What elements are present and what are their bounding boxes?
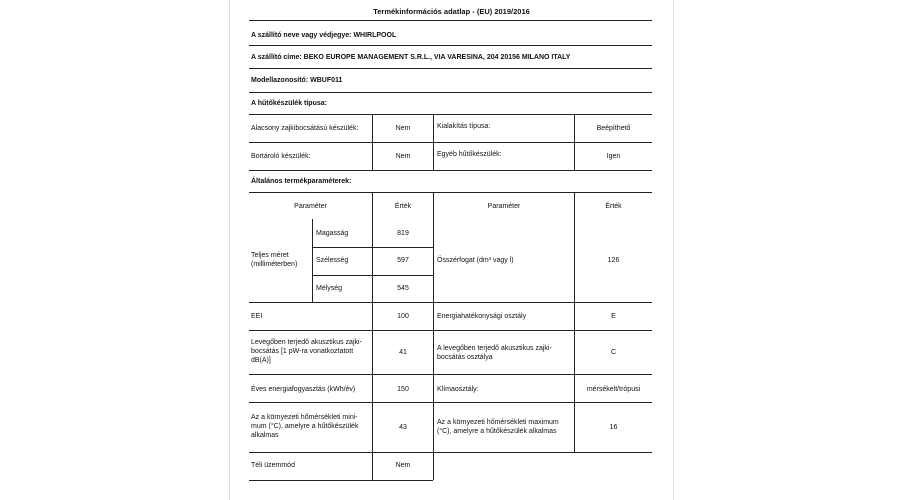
divider: [249, 45, 652, 46]
divider: [249, 92, 652, 93]
type-heading: A hűtőkészülék típusa:: [251, 100, 327, 107]
page-title: Termékinformációs adatlap - (EU) 2019/2016: [373, 7, 530, 16]
supplier-address: A szállító címe: BEKO EUROPE MANAGEMENT S.R.L., VIA VARESINA, 204 20156 MILANO ITALY: [251, 54, 571, 61]
datasheet-page: [229, 0, 674, 500]
param-value: 100: [397, 313, 409, 320]
type-row-label: Bortároló készülék:: [251, 153, 311, 160]
total-volume-label: Összérfogat (dm³ vagy l): [437, 257, 514, 264]
dimension-label: Magasság: [316, 230, 349, 237]
param-label: Levegőben terjedő akusztikus zajki-bocsátás [1 pW-ra vonatkoztatott dB(A)]: [251, 339, 362, 364]
type-row-value: Beépíthető: [596, 125, 631, 132]
type-row-label: Kialakítás típusa:: [437, 123, 491, 130]
dimension-label: Mélység: [316, 285, 343, 292]
param-value: mérsékelt/trópusi: [586, 386, 641, 393]
dimension-value: 597: [397, 257, 409, 264]
total-volume-value: 126: [607, 257, 620, 264]
param-value: 16: [609, 424, 618, 431]
type-row-value: Igen: [606, 153, 621, 160]
type-row-label: Alacsony zajkibocsátású készülék:: [251, 125, 359, 132]
divider: [249, 68, 652, 69]
dimension-value: 819: [397, 230, 409, 237]
dimension-label: Szélesség: [316, 257, 349, 264]
type-row-label: Egyéb hűtőkészülék:: [437, 151, 502, 158]
type-row-value: Nem: [395, 125, 411, 132]
type-row-value: Nem: [395, 153, 411, 160]
param-label: Energiahatékonysági osztály: [437, 313, 527, 320]
column-header: Paraméter: [487, 203, 521, 210]
param-value: 150: [397, 386, 409, 393]
param-label: A levegőben terjedő akusztikus zajki-bocsátás osztálya: [437, 345, 552, 361]
param-value: E: [611, 313, 616, 320]
param-value: 43: [399, 424, 407, 431]
column-header: Érték: [605, 203, 622, 210]
param-label: Téli üzemmód: [251, 462, 295, 469]
param-label: Éves energiafogyasztás (kWh/év): [251, 386, 356, 393]
param-value: Nem: [395, 462, 411, 469]
supplier-name: A szállító neve vagy védjegye: WHIRLPOOL: [251, 32, 397, 39]
general-heading: Általános termékparaméterek:: [251, 178, 352, 185]
model-identifier: Modellazonosító: WBUF011: [251, 77, 343, 84]
param-value: C: [610, 349, 617, 356]
dimensions-label: Teljes méret (milliméterben): [251, 252, 298, 268]
dimension-value: 545: [397, 285, 409, 292]
param-label: EEI: [251, 313, 263, 320]
param-label: Klímaosztály:: [437, 386, 479, 393]
column-header: Érték: [394, 203, 412, 210]
param-label: Az a környezeti hőmérsékleti maximum (°C), amelyre a hűtőkészülék alkalmas: [437, 419, 559, 435]
divider: [249, 20, 652, 21]
param-label: Az a környezeti hőmérsékleti mini-mum (°C), amelyre a hűtőkészülék alkalmas: [251, 414, 359, 439]
column-header: Paraméter: [294, 203, 327, 210]
param-value: 41: [399, 349, 407, 356]
